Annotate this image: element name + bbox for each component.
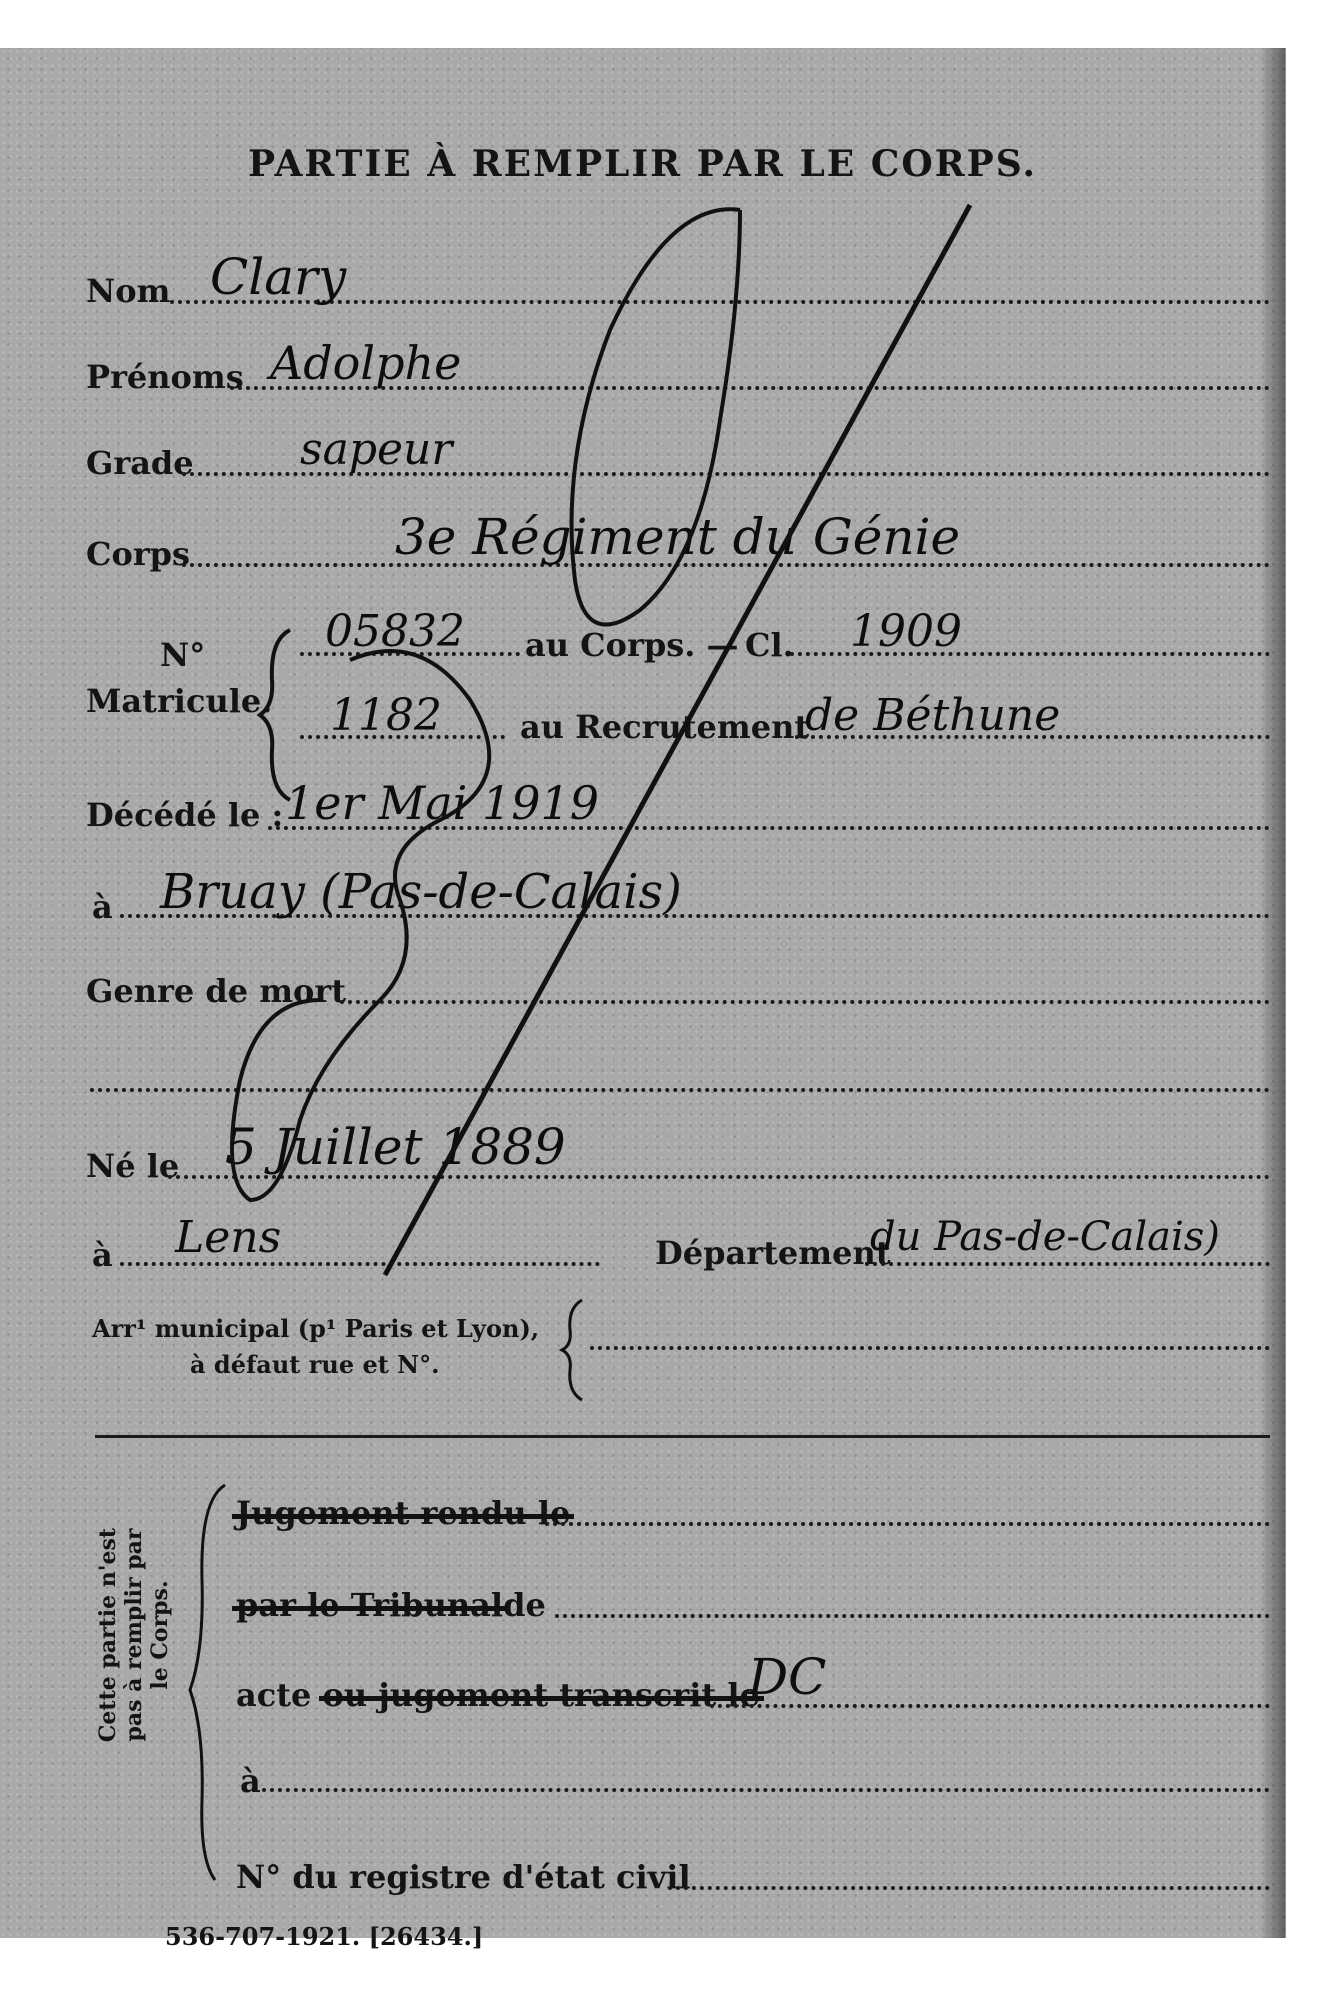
label-registre: N° du registre d'état civil [236,1858,691,1896]
value-grade: sapeur [300,424,453,475]
label-ne-le: Né le [86,1147,180,1185]
print-reference: 536-707-1921. [26434.] [165,1922,484,1951]
label-nom: Nom [86,272,171,310]
side-note: Cette partie n'est pas à remplir par le Corps. [95,1527,173,1743]
value-ne-le: 5 Juillet 1889 [225,1118,566,1176]
loop-annotation [572,209,740,624]
value-lieu-deces: Bruay (Pas-de-Calais) [160,864,682,920]
label-lieu-deces: à [92,888,113,926]
label-arr-municipal: Arr¹ municipal (p¹ Paris et Lyon), [92,1314,540,1343]
value-recrutement: de Béthune [805,690,1061,741]
value-matricule-recrutement: 1182 [330,690,442,741]
value-nom: Clary [210,248,347,306]
label-genre-de-mort: Genre de mort [86,972,347,1010]
value-corps: 3e Régiment du Génie [395,508,961,566]
label-au-corps: au Corps. — [525,626,739,664]
matricule-brace [260,630,290,800]
label-prenoms: Prénoms [86,358,244,396]
label-au-recrutement: au Recrutement [520,708,810,746]
label-corps: Corps [86,535,191,573]
label-matricule: Matricule. [86,682,273,720]
lower-section-brace [190,1485,225,1880]
value-classe: 1909 [850,606,962,657]
label-departement: Département [655,1234,891,1272]
label-decede-le: Décédé le : [86,796,284,834]
struck-par-le-tribunal: par le Tribunal [236,1586,504,1624]
form-title: PARTIE À REMPLIR PAR LE CORPS. [248,143,1037,185]
value-lieu-naissance: Lens [175,1212,282,1263]
arr-brace [562,1300,582,1400]
label-lieu-naissance: à [92,1236,113,1274]
label-de: de [503,1586,546,1624]
value-decede-le: 1er Mai 1919 [285,776,600,830]
label-classe: Cl. [745,626,794,664]
value-departement: du Pas-de-Calais) [870,1214,1220,1260]
diagonal-stroke [385,205,970,1275]
value-matricule-corps: 05832 [325,606,465,657]
label-lieu-acte: à [240,1762,261,1800]
label-numero: N° [160,636,206,674]
struck-jugement-rendu: Jugement rendu le [236,1494,571,1532]
label-grade: Grade [86,444,194,482]
label-a-defaut: à défaut rue et N°. [190,1350,440,1379]
label-acte-word: acte [236,1676,312,1714]
struck-jugement-transcrit: ou jugement transcrit le [322,1676,760,1714]
value-acte: DC [748,1648,827,1706]
value-prenoms: Adolphe [270,336,462,390]
